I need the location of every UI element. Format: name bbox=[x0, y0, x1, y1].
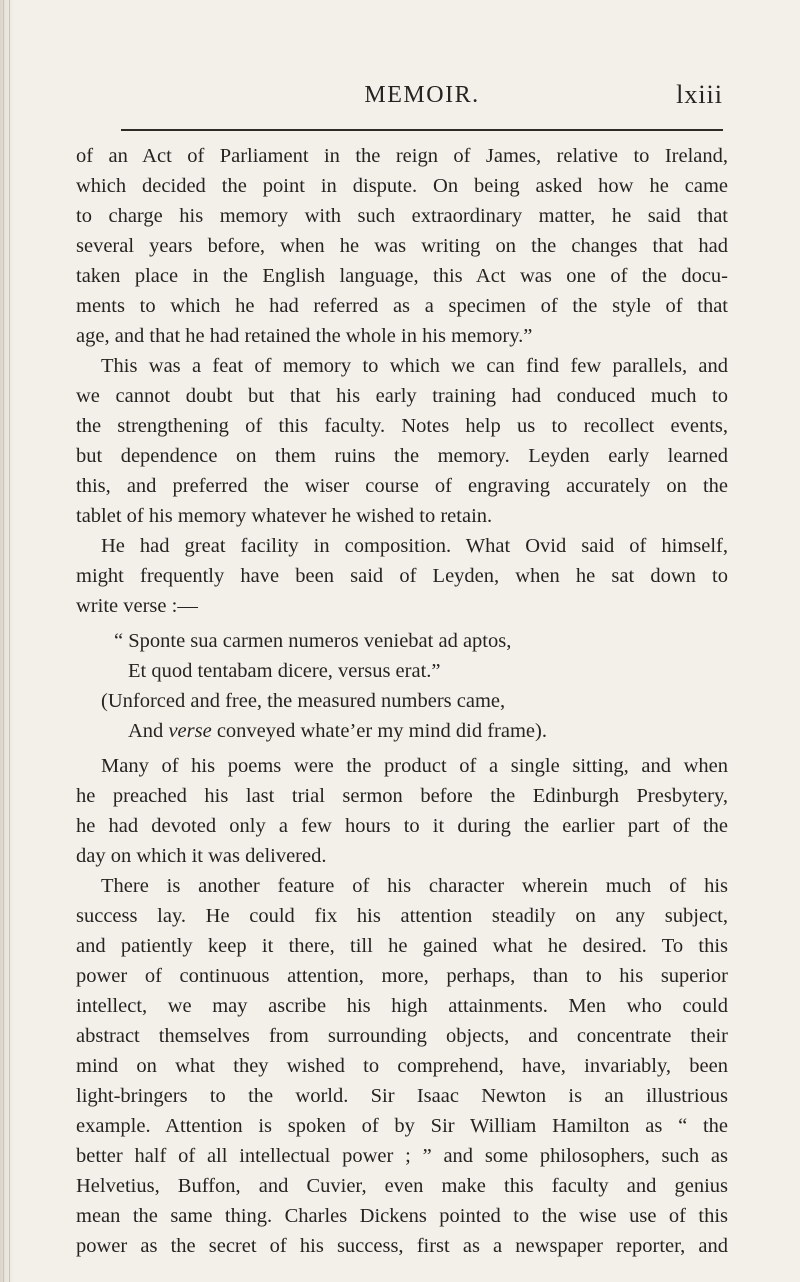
text-line: which decided the point in dispute. On being asked how he came bbox=[76, 175, 728, 197]
text-line: age, and that he had retained the whole in his memory.” bbox=[76, 325, 533, 347]
text-line: might frequently have been said of Leyden, when he sat down to bbox=[76, 565, 728, 587]
text-line: intellect, we may ascribe his high attainments. Men who could bbox=[76, 995, 728, 1017]
verse-italic-word: verse bbox=[168, 720, 212, 742]
text-line: tablet of his memory whatever he wished to retain. bbox=[76, 505, 493, 527]
binding-edge-line bbox=[3, 0, 4, 1282]
text-line: he had devoted only a few hours to it during the earlier part of the bbox=[76, 815, 728, 837]
text-line: ments to which he had referred as a specimen of the style of that bbox=[76, 295, 728, 317]
verse-line: “ Sponte sua carmen numeros veniebat ad aptos, bbox=[114, 630, 512, 652]
text-line: to charge his memory with such extraordinary matter, he said that bbox=[76, 205, 728, 227]
text-line: and patiently keep it there, till he gained what he desired. To this bbox=[76, 935, 728, 957]
text-line: abstract themselves from surrounding objects, and concentrate their bbox=[76, 1025, 728, 1047]
text-line: success lay. He could fix his attention steadily on any subject, bbox=[76, 905, 728, 927]
page-number: lxiii bbox=[676, 80, 723, 109]
binding-edge-line bbox=[9, 0, 10, 1282]
text-line: day on which it was delivered. bbox=[76, 845, 327, 867]
text-line: taken place in the English language, this Act was one of the docu- bbox=[76, 265, 728, 287]
text-line: this, and preferred the wiser course of engraving accurately on the bbox=[76, 475, 728, 497]
page-header bbox=[121, 78, 723, 112]
text-line: This was a feat of memory to which we can find few parallels, and bbox=[101, 355, 728, 377]
text-line: he preached his last trial sermon before the Edinburgh Presbytery, bbox=[76, 785, 728, 807]
verse-word: And bbox=[128, 720, 164, 742]
text-line: mean the same thing. Charles Dickens pointed to the wise use of this bbox=[76, 1205, 728, 1227]
text-line: write verse :— bbox=[76, 595, 198, 617]
verse-line: (Unforced and free, the measured numbers came, bbox=[101, 690, 506, 712]
verse-line: Et quod tentabam dicere, versus erat.” bbox=[128, 660, 441, 682]
text-line: He had great facility in composition. What Ovid said of himself, bbox=[101, 535, 728, 557]
verse-line bbox=[128, 716, 718, 746]
text-line: Many of his poems were the product of a single sitting, and when bbox=[101, 755, 728, 777]
text-line: There is another feature of his character wherein much of his bbox=[101, 875, 728, 897]
text-line: mind on what they wished to comprehend, have, invariably, been bbox=[76, 1055, 728, 1077]
text-line: power of continuous attention, more, perhaps, than to his superior bbox=[76, 965, 728, 987]
text-line: several years before, when he was writing on the changes that had bbox=[76, 235, 728, 257]
text-line: but dependence on them ruins the memory. Leyden early learned bbox=[76, 445, 728, 467]
text-line: example. Attention is spoken of by Sir William Hamilton as “ the bbox=[76, 1115, 728, 1137]
header-rule bbox=[121, 129, 723, 131]
text-line: light-bringers to the world. Sir Isaac Newton is an illustrious bbox=[76, 1085, 728, 1107]
text-line: of an Act of Parliament in the reign of James, relative to Ireland, bbox=[76, 145, 728, 167]
text-line: we cannot doubt but that his early training had conduced much to bbox=[76, 385, 728, 407]
text-line: Helvetius, Buffon, and Cuvier, even make this faculty and genius bbox=[76, 1175, 728, 1197]
text-line: the strengthening of this faculty. Notes help us to recollect events, bbox=[76, 415, 728, 437]
text-line: power as the secret of his success, first as a newspaper reporter, and bbox=[76, 1235, 728, 1257]
verse-word: conveyed whate’er my mind did frame). bbox=[216, 720, 547, 742]
text-line: better half of all intellectual power ; ” and some philosophers, such as bbox=[76, 1145, 728, 1167]
running-head: MEMOIR. bbox=[364, 82, 480, 108]
